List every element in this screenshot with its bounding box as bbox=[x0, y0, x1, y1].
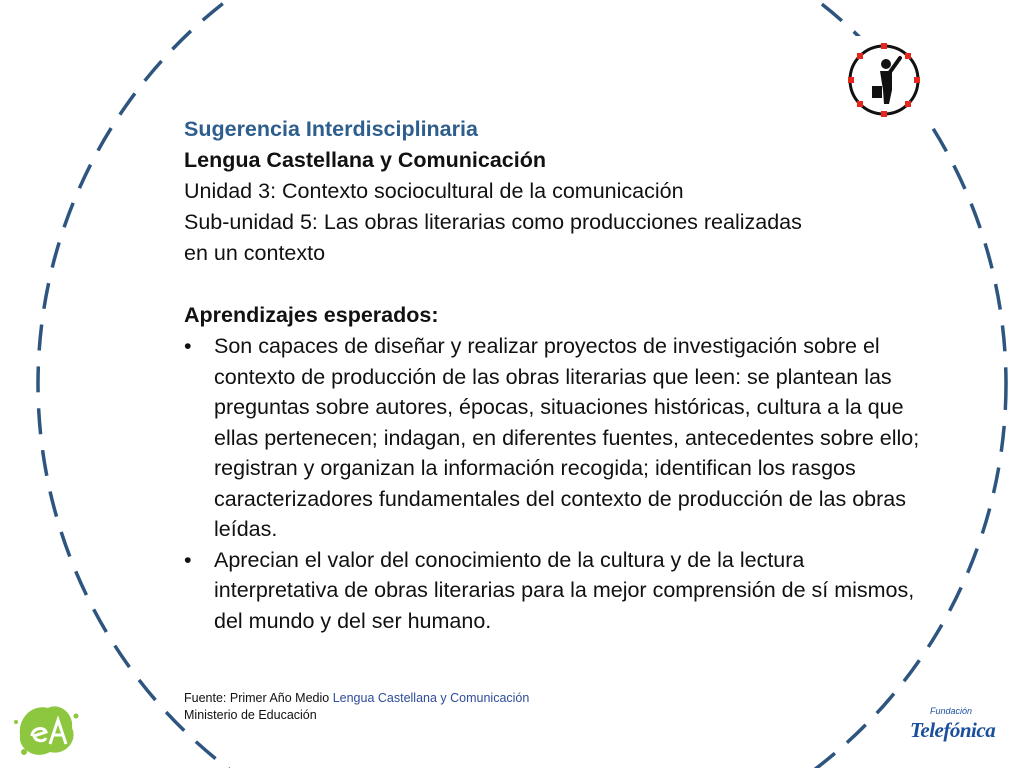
learning-list bbox=[184, 331, 924, 636]
subject-heading: Lengua Castellana y Comunicación bbox=[184, 148, 547, 172]
source-prefix: Fuente: Primer Año Medio bbox=[184, 691, 333, 705]
telefonica-wordmark: Telefónica bbox=[910, 718, 996, 742]
source-footer bbox=[184, 690, 529, 724]
slide-content bbox=[184, 114, 924, 636]
bullet-icon: • bbox=[184, 334, 192, 358]
unit-line: Unidad 3: Contexto sociocultural de la comunicación bbox=[184, 179, 684, 203]
telefonica-logo bbox=[906, 706, 1006, 756]
ea-logo-icon bbox=[14, 706, 79, 755]
learning-heading: Aprendizajes esperados: bbox=[184, 303, 439, 327]
source-line bbox=[184, 690, 529, 707]
source-link[interactable]: Lengua Castellana y Comunicación bbox=[332, 691, 530, 705]
fundacion-label: Fundación bbox=[929, 706, 972, 716]
subunit-line-2: en un contexto bbox=[184, 241, 326, 265]
subunit-line-1: Sub-unidad 5: Las obras literarias como producciones realizadas bbox=[184, 210, 802, 234]
person-briefcase-icon bbox=[848, 43, 920, 117]
list-item bbox=[184, 331, 926, 545]
slide-title: Sugerencia Interdisciplinaria bbox=[184, 117, 478, 141]
list-item-text: Aprecian el valor del conocimiento de la cultura y de la lectura interpretativa de obras literarias para la mejor comprensión de sí mismos, del mundo y del ser humano. bbox=[214, 547, 915, 633]
bullet-icon: • bbox=[184, 547, 192, 572]
list-item bbox=[184, 545, 926, 637]
list-item-text: Son capaces de diseñar y realizar proyectos de investigación sobre el contexto de producción de las obras literarias que leen: se plantean las preguntas sobre autores, épocas, situaciones históricas, cultura a la que ellas pertenecen; indagan, en diferentes fuentes, antecedentes sobre ello; registran y organizan la información recogida; identifican los rasgos caracterizadores fundamentales del contexto de producción de las obras leídas. bbox=[214, 334, 920, 541]
ministry-line: Ministerio de Educación bbox=[184, 708, 317, 722]
